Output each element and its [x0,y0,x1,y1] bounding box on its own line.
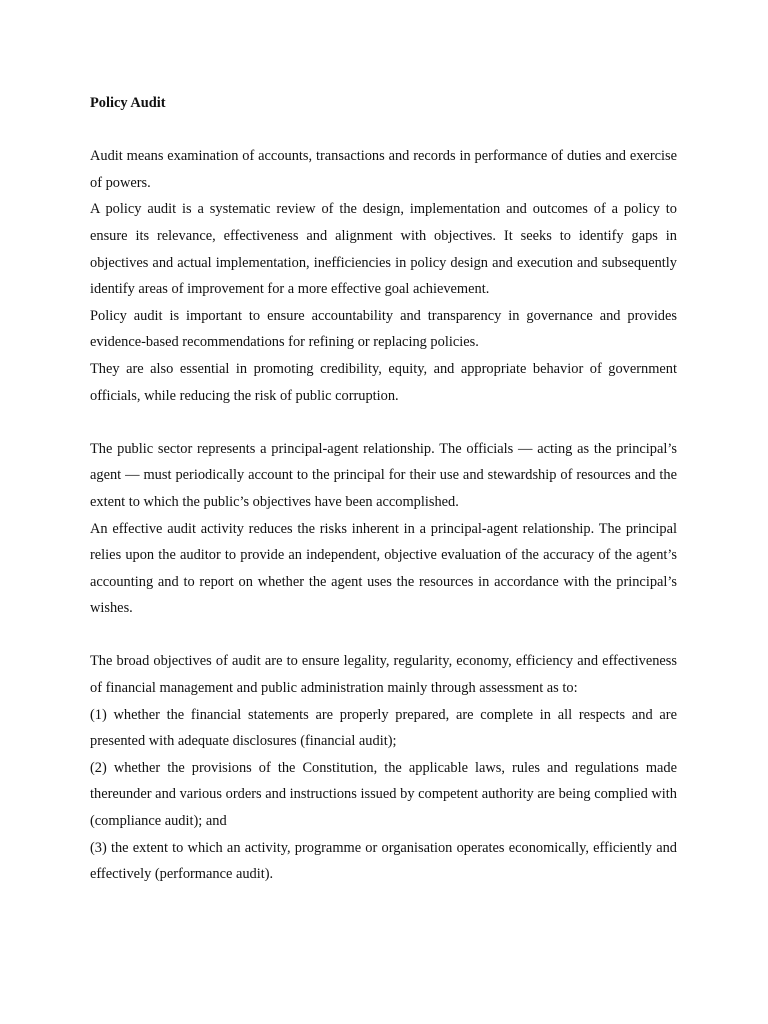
list-item: (1) whether the financial statements are properly prepared, are complete in all respects and are presented with adequate disclosures (financial audit); [90,706,677,750]
section-definition [90,143,677,409]
paragraph: Policy audit is important to ensure accountability and transparency in governance and provides evidence-based recommendations for refining or replacing policies. [90,307,677,351]
paragraph: Audit means examination of accounts, transactions and records in performance of duties and exercise of powers. [90,148,677,191]
list-item: (2) whether the provisions of the Constitution, the applicable laws, rules and regulations made thereunder and various orders and instructions issued by competent authority are being complied with (compliance audit); and [90,759,677,830]
paragraph: The public sector represents a principal-agent relationship. The officials — acting as the principal’s agent — must periodically account to the principal for their use and stewardship of resources and the extent to which the public’s objectives have been accomplished. [90,440,677,510]
section-gap [90,622,677,649]
paragraph: They are also essential in promoting credibility, equity, and appropriate behavior of government officials, while reducing the risk of public corruption. [90,360,677,404]
paragraph: A policy audit is a systematic review of the design, implementation and outcomes of a policy to ensure its relevance, effectiveness and alignment with objectives. It seeks to identify gaps in objectives and actual implementation, inefficiencies in policy design and execution and subsequently identify areas of improvement for a more effective goal achievement. [90,201,677,298]
paragraph: The broad objectives of audit are to ensure legality, regularity, economy, efficiency and effectiveness of financial management and public administration mainly through assessment as to: [90,653,677,697]
section-gap [90,409,677,436]
list-item: (3) the extent to which an activity, programme or organisation operates economically, efficiently and effectively (performance audit). [90,839,677,883]
section-objectives [90,648,677,887]
section-principal-agent [90,436,677,622]
paragraph: An effective audit activity reduces the risks inherent in a principal-agent relationship. The principal relies upon the auditor to provide an independent, objective evaluation of the accuracy of the agent’s accounting and to report on whether the agent uses the resources in accordance with the principal’s wishes. [90,520,677,617]
document-title: Policy Audit [90,95,166,111]
document-page [90,90,677,888]
